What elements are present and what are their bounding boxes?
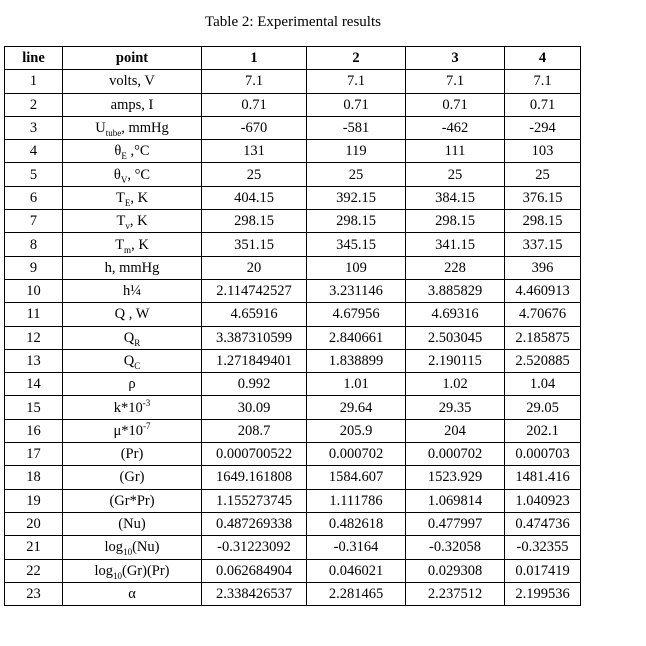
- line-number-cell: 17: [5, 443, 63, 466]
- point-label: T: [115, 236, 125, 253]
- value-cell-run-3: 204: [406, 419, 505, 442]
- table-row: [5, 512, 581, 535]
- point-label: μ*10: [113, 422, 144, 439]
- value-cell-run-2: 1.111786: [307, 489, 406, 512]
- table-row: [5, 489, 581, 512]
- value-cell-run-3: 2.503045: [406, 326, 505, 349]
- line-number-cell: 8: [5, 233, 63, 256]
- value-cell-run-4: 2.199536: [505, 582, 581, 605]
- point-label: θ: [114, 143, 122, 160]
- value-cell-run-1: 298.15: [202, 210, 307, 233]
- value-cell-run-1: 1.155273745: [202, 489, 307, 512]
- value-cell-run-3: 3.885829: [406, 279, 505, 302]
- point-label-cell: [63, 419, 202, 442]
- value-cell-run-3: 1.02: [406, 373, 505, 396]
- table-row: [5, 443, 581, 466]
- point-label-cell: [63, 489, 202, 512]
- point-label: log: [104, 539, 124, 556]
- header-point: point: [63, 47, 202, 70]
- value-cell-run-2: 7.1: [307, 70, 406, 93]
- experimental-results-table: [4, 46, 581, 606]
- point-subscript: 10: [123, 547, 133, 558]
- value-cell-run-3: 0.000702: [406, 443, 505, 466]
- value-cell-run-1: 20: [202, 256, 307, 279]
- line-number-cell: 20: [5, 512, 63, 535]
- value-cell-run-3: 111: [406, 140, 505, 163]
- value-cell-run-2: 0.046021: [307, 559, 406, 582]
- point-label: Q: [123, 353, 135, 369]
- value-cell-run-1: 7.1: [202, 70, 307, 93]
- table-row: [5, 582, 581, 605]
- value-cell-run-4: 0.000703: [505, 443, 581, 466]
- point-label: h¼: [122, 283, 142, 300]
- line-number-cell: 11: [5, 303, 63, 326]
- value-cell-run-1: 2.114742527: [202, 279, 307, 302]
- point-label-cell: [63, 163, 202, 186]
- point-label: (Gr*Pr): [109, 492, 155, 509]
- line-number-cell: 2: [5, 93, 63, 116]
- table-row: [5, 466, 581, 489]
- value-cell-run-4: 7.1: [505, 70, 581, 93]
- value-cell-run-3: -0.32058: [406, 536, 505, 559]
- point-label: h, mmHg: [104, 259, 160, 276]
- value-cell-run-2: 0.000702: [307, 443, 406, 466]
- point-suffix: , mmHg: [121, 120, 169, 137]
- value-cell-run-2: 205.9: [307, 419, 406, 442]
- line-number-cell: 4: [5, 140, 63, 163]
- table-row: [5, 349, 581, 372]
- value-cell-run-1: 0.487269338: [202, 512, 307, 535]
- value-cell-run-1: 351.15: [202, 233, 307, 256]
- table-body: [5, 70, 581, 606]
- value-cell-run-3: 25: [406, 163, 505, 186]
- value-cell-run-3: 29.35: [406, 396, 505, 419]
- point-suffix: , K: [131, 236, 149, 253]
- point-label: amps, I: [110, 96, 154, 113]
- line-number-cell: 21: [5, 536, 63, 559]
- value-cell-run-2: 1584.607: [307, 466, 406, 489]
- value-cell-run-3: 7.1: [406, 70, 505, 93]
- point-suffix: (Gr)(Pr): [122, 562, 170, 579]
- value-cell-run-2: -581: [307, 116, 406, 139]
- point-suffix: , K: [129, 213, 148, 230]
- value-cell-run-4: 1.04: [505, 373, 581, 396]
- value-cell-run-2: 29.64: [307, 396, 406, 419]
- point-subscript: V: [120, 174, 128, 185]
- point-subscript: tube: [105, 127, 122, 138]
- line-number-cell: 12: [5, 326, 63, 349]
- table-row: [5, 93, 581, 116]
- value-cell-run-4: 0.017419: [505, 559, 581, 582]
- point-label-cell: [63, 279, 202, 302]
- value-cell-run-3: 1523.929: [406, 466, 505, 489]
- value-cell-run-4: 376.15: [505, 186, 581, 209]
- table-row: [5, 140, 581, 163]
- value-cell-run-1: 3.387310599: [202, 326, 307, 349]
- value-cell-run-3: 0.029308: [406, 559, 505, 582]
- point-label-cell: [63, 210, 202, 233]
- value-cell-run-4: 29.05: [505, 396, 581, 419]
- value-cell-run-3: 2.237512: [406, 582, 505, 605]
- value-cell-run-1: 0.000700522: [202, 443, 307, 466]
- line-number-cell: 18: [5, 466, 63, 489]
- header-run-1: 1: [202, 47, 307, 70]
- value-cell-run-2: -0.3164: [307, 536, 406, 559]
- line-number-cell: 14: [5, 373, 63, 396]
- value-cell-run-3: 4.69316: [406, 303, 505, 326]
- value-cell-run-3: 0.477997: [406, 512, 505, 535]
- table-header: [5, 47, 581, 70]
- point-label-cell: [63, 373, 202, 396]
- table-row: [5, 70, 581, 93]
- header-line: line: [5, 47, 63, 70]
- point-label: (Nu): [118, 516, 146, 533]
- header-run-4: 4: [505, 47, 581, 70]
- table-row: [5, 396, 581, 419]
- table-row: [5, 233, 581, 256]
- value-cell-run-1: 131: [202, 140, 307, 163]
- value-cell-run-1: 0.062684904: [202, 559, 307, 582]
- point-label-cell: [63, 93, 202, 116]
- point-suffix: (Nu): [132, 539, 160, 556]
- value-cell-run-3: 1.069814: [406, 489, 505, 512]
- point-label: T: [116, 213, 126, 230]
- table-row: [5, 303, 581, 326]
- point-suffix: , K: [130, 189, 149, 206]
- line-number-cell: 9: [5, 256, 63, 279]
- point-label-cell: [63, 536, 202, 559]
- point-label: U: [95, 120, 106, 137]
- value-cell-run-1: 30.09: [202, 396, 307, 419]
- value-cell-run-4: 4.460913: [505, 279, 581, 302]
- value-cell-run-4: 2.520885: [505, 349, 581, 372]
- value-cell-run-3: 228: [406, 256, 505, 279]
- point-subscript: E: [124, 197, 131, 208]
- line-number-cell: 10: [5, 279, 63, 302]
- value-cell-run-2: 345.15: [307, 233, 406, 256]
- line-number-cell: 22: [5, 559, 63, 582]
- line-number-cell: 3: [5, 116, 63, 139]
- value-cell-run-1: 4.65916: [202, 303, 307, 326]
- point-label-cell: [63, 233, 202, 256]
- value-cell-run-4: 396: [505, 256, 581, 279]
- point-subscript: R: [134, 337, 141, 348]
- value-cell-run-4: 1481.416: [505, 466, 581, 489]
- value-cell-run-1: 0.71: [202, 93, 307, 116]
- value-cell-run-3: 341.15: [406, 233, 505, 256]
- value-cell-run-1: -0.31223092: [202, 536, 307, 559]
- point-label: (Gr): [119, 469, 145, 486]
- line-number-cell: 7: [5, 210, 63, 233]
- value-cell-run-4: 202.1: [505, 419, 581, 442]
- point-label-cell: [63, 116, 202, 139]
- value-cell-run-2: 1.01: [307, 373, 406, 396]
- point-label: T: [115, 189, 125, 206]
- table-row: [5, 559, 581, 582]
- table-row: [5, 419, 581, 442]
- line-number-cell: 16: [5, 419, 63, 442]
- value-cell-run-1: 0.992: [202, 373, 307, 396]
- value-cell-run-3: 0.71: [406, 93, 505, 116]
- point-label-cell: [63, 466, 202, 489]
- value-cell-run-1: 25: [202, 163, 307, 186]
- table-caption: Table 2: Experimental results: [205, 14, 381, 30]
- point-label: k*10: [113, 399, 143, 416]
- value-cell-run-3: 2.190115: [406, 349, 505, 372]
- value-cell-run-2: 3.231146: [307, 279, 406, 302]
- point-label-cell: [63, 443, 202, 466]
- value-cell-run-2: 298.15: [307, 210, 406, 233]
- point-subscript: v: [125, 221, 130, 232]
- point-label-cell: [63, 349, 202, 372]
- line-number-cell: 5: [5, 163, 63, 186]
- header-run-3: 3: [406, 47, 505, 70]
- point-label: α: [128, 585, 136, 602]
- value-cell-run-4: -0.32355: [505, 536, 581, 559]
- header-run-2: 2: [307, 47, 406, 70]
- line-number-cell: 13: [5, 349, 63, 372]
- value-cell-run-4: 298.15: [505, 210, 581, 233]
- point-label-cell: [63, 70, 202, 93]
- value-cell-run-3: 384.15: [406, 186, 505, 209]
- point-label: Q , W: [114, 306, 150, 323]
- value-cell-run-4: 0.474736: [505, 512, 581, 535]
- value-cell-run-2: 4.67956: [307, 303, 406, 326]
- value-cell-run-2: 119: [307, 140, 406, 163]
- line-number-cell: 6: [5, 186, 63, 209]
- point-label: θ: [113, 166, 121, 183]
- point-label: Q: [123, 329, 135, 346]
- value-cell-run-2: 2.840661: [307, 326, 406, 349]
- value-cell-run-2: 25: [307, 163, 406, 186]
- point-label-cell: [63, 582, 202, 605]
- value-cell-run-4: -294: [505, 116, 581, 139]
- table-row: [5, 116, 581, 139]
- line-number-cell: 23: [5, 582, 63, 605]
- point-superscript: -7: [143, 421, 151, 432]
- point-label-cell: [63, 303, 202, 326]
- value-cell-run-2: 392.15: [307, 186, 406, 209]
- value-cell-run-4: 103: [505, 140, 581, 163]
- value-cell-run-1: 404.15: [202, 186, 307, 209]
- point-label-cell: [63, 256, 202, 279]
- value-cell-run-4: 4.70676: [505, 303, 581, 326]
- point-label-cell: [63, 186, 202, 209]
- value-cell-run-3: 298.15: [406, 210, 505, 233]
- table-row: [5, 326, 581, 349]
- value-cell-run-1: -670: [202, 116, 307, 139]
- point-label-cell: [63, 559, 202, 582]
- value-cell-run-1: 2.338426537: [202, 582, 307, 605]
- point-label-cell: [63, 326, 202, 349]
- value-cell-run-2: 0.482618: [307, 512, 406, 535]
- table-row: [5, 163, 581, 186]
- value-cell-run-4: 2.185875: [505, 326, 581, 349]
- line-number-cell: 15: [5, 396, 63, 419]
- header-row: [5, 47, 581, 70]
- value-cell-run-2: 109: [307, 256, 406, 279]
- value-cell-run-1: 208.7: [202, 419, 307, 442]
- line-number-cell: 1: [5, 70, 63, 93]
- point-label: (Pr): [120, 446, 144, 463]
- table-row: [5, 186, 581, 209]
- value-cell-run-3: -462: [406, 116, 505, 139]
- table-row: [5, 536, 581, 559]
- value-cell-run-2: 1.838899: [307, 349, 406, 372]
- point-label: volts, V: [109, 73, 155, 90]
- table-row: [5, 256, 581, 279]
- line-number-cell: 19: [5, 489, 63, 512]
- point-suffix: ,°C: [126, 143, 150, 160]
- value-cell-run-2: 2.281465: [307, 582, 406, 605]
- point-subscript: E: [121, 151, 127, 162]
- value-cell-run-1: 1649.161808: [202, 466, 307, 489]
- point-label-cell: [63, 512, 202, 535]
- point-label-cell: [63, 396, 202, 419]
- value-cell-run-1: 1.271849401: [202, 349, 307, 372]
- table-row: [5, 373, 581, 396]
- table-row: [5, 279, 581, 302]
- point-suffix: , °C: [127, 166, 151, 183]
- point-label: ρ: [128, 376, 136, 393]
- point-subscript: 10: [113, 570, 122, 581]
- table-row: [5, 210, 581, 233]
- value-cell-run-4: 1.040923: [505, 489, 581, 512]
- point-label-cell: [63, 140, 202, 163]
- value-cell-run-4: 337.15: [505, 233, 581, 256]
- value-cell-run-4: 0.71: [505, 93, 581, 116]
- value-cell-run-2: 0.71: [307, 93, 406, 116]
- value-cell-run-4: 25: [505, 163, 581, 186]
- point-subscript: C: [134, 360, 141, 371]
- point-superscript: -3: [142, 397, 151, 408]
- point-label: log: [94, 562, 113, 579]
- point-subscript: m: [124, 244, 132, 255]
